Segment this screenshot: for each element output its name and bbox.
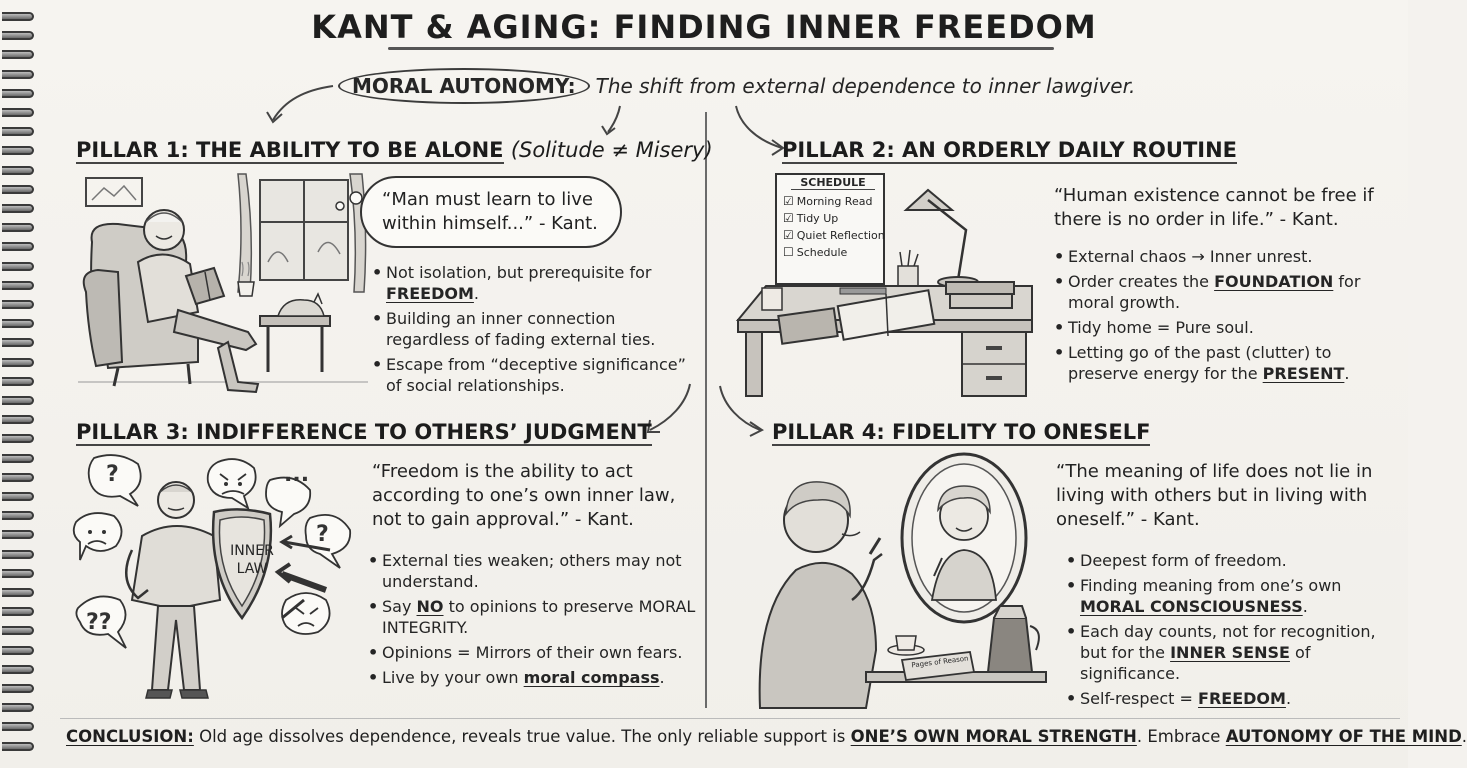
pillar1-heading: PILLAR 1: THE ABILITY TO BE ALONE — [76, 138, 504, 162]
pillar4-title — [772, 420, 1150, 444]
spiral-ring — [2, 338, 34, 347]
spiral-ring — [2, 684, 34, 693]
bullet-text-end: . — [659, 668, 665, 687]
pillar3-bullets — [368, 550, 698, 692]
bullet-text: External ties weaken; others may not understand. — [382, 551, 682, 591]
pillar3-bullet — [368, 667, 698, 688]
thought-bubble-dots — [326, 186, 366, 216]
bullet-text: Say — [382, 597, 417, 616]
spiral-ring — [2, 300, 34, 309]
bullet-text: Building an inner connection regardless of fading external ties. — [386, 309, 656, 349]
bullet-keyword: FOUNDATION — [1214, 272, 1334, 291]
spiral-ring — [2, 108, 34, 117]
pillar4-heading: PILLAR 4: FIDELITY TO ONESELF — [772, 420, 1151, 444]
spiral-ring — [2, 454, 34, 463]
spiral-ring — [2, 204, 34, 213]
pillar4-quote: “The meaning of life does not lie in living with others but in living with oneself.” - Kant. — [1056, 461, 1373, 530]
spiral-ring — [2, 492, 34, 501]
conclusion-keyword-2: AUTONOMY OF THE MIND — [1225, 727, 1462, 746]
bullet-keyword: MORAL CONSCIOUSNESS — [1080, 597, 1303, 616]
pillar1-bullet — [372, 262, 694, 304]
speech-bubble-text: ?? — [86, 610, 112, 635]
unchecked-box-icon: ☐ — [783, 245, 794, 259]
pillar1-bullets — [372, 262, 694, 400]
shield-text-1: INNER — [230, 543, 274, 559]
pillar2-heading: PILLAR 2: AN ORDERLY DAILY ROUTINE — [782, 138, 1238, 162]
schedule-list — [783, 193, 883, 261]
book-cover-text: Pages of Reason — [911, 654, 969, 670]
spiral-ring — [2, 185, 34, 194]
spiral-ring — [2, 415, 34, 424]
spiral-ring — [2, 626, 34, 635]
spiral-ring — [2, 607, 34, 616]
conclusion-text-1: Old age dissolves dependence, reveals true value. The only reliable support is — [199, 727, 851, 746]
bullet-keyword: FREEDOM — [386, 284, 474, 303]
bullet-text: External chaos → Inner unrest. — [1068, 247, 1313, 266]
checked-box-icon: ☑ — [783, 211, 794, 225]
spiral-ring — [2, 742, 34, 751]
schedule-board — [783, 176, 883, 261]
arrow-to-pillar1-right — [590, 102, 640, 142]
bullet-text: Finding meaning from one’s own — [1080, 576, 1342, 595]
bullet-keyword: NO — [416, 597, 444, 616]
pillar1-bullet — [372, 308, 694, 350]
bullet-keyword: FREEDOM — [1198, 689, 1286, 708]
pillar3-heading: PILLAR 3: INDIFFERENCE TO OTHERS’ JUDGMENT — [76, 420, 652, 444]
schedule-item — [783, 210, 883, 227]
conclusion-label: CONCLUSION: — [66, 727, 194, 746]
pillar4-bullet — [1066, 550, 1400, 571]
elderly-man-reading-illustration — [78, 172, 368, 402]
bullet-text-end: . — [1302, 597, 1308, 616]
pillar3-title — [76, 420, 652, 444]
spiral-ring — [2, 70, 34, 79]
spiral-ring — [2, 127, 34, 136]
speech-bubble-text: ? — [316, 522, 329, 547]
arrow-to-pillar1 — [255, 80, 365, 130]
pillar2-bullet — [1054, 317, 1394, 338]
spiral-ring — [2, 473, 34, 482]
schedule-item — [783, 193, 883, 210]
subtitle-text: The shift from external dependence to inner lawgiver. — [595, 74, 1136, 98]
title-underline — [388, 47, 1054, 50]
spiral-ring — [2, 703, 34, 712]
speech-bubble-text: ... — [284, 462, 310, 487]
schedule-item — [783, 227, 883, 244]
spiral-ring — [2, 646, 34, 655]
subtitle-label: MORAL AUTONOMY: — [338, 68, 590, 104]
pillar2-bullets — [1054, 246, 1394, 388]
spiral-ring — [2, 281, 34, 290]
bullet-text: Tidy home = Pure soul. — [1068, 318, 1254, 337]
spiral-ring — [2, 319, 34, 328]
spiral-ring — [2, 262, 34, 271]
bullet-text: Live by your own — [382, 668, 524, 687]
spiral-ring — [2, 377, 34, 386]
schedule-item-label: Morning Read — [796, 195, 873, 208]
spiral-ring — [2, 89, 34, 98]
pillar4-bullet — [1066, 621, 1400, 684]
bullet-text-end: for moral growth. — [1068, 272, 1361, 312]
spiral-ring — [2, 146, 34, 155]
pillar4-bullets — [1066, 550, 1400, 713]
schedule-item-label: Tidy Up — [796, 212, 839, 225]
page-title: KANT & AGING: FINDING INNER FREEDOM — [311, 8, 1097, 46]
bullet-text: Deepest form of freedom. — [1080, 551, 1287, 570]
spiral-ring — [2, 358, 34, 367]
pillar4-bullet — [1066, 575, 1400, 617]
bullet-text: Letting go of the past (clutter) to preserve energy for the — [1068, 343, 1332, 383]
spiral-ring — [2, 569, 34, 578]
woman-mirror-illustration — [756, 450, 1046, 708]
schedule-item-label: Schedule — [796, 246, 848, 259]
shield-label — [212, 542, 292, 578]
subtitle — [338, 66, 1135, 106]
conclusion — [66, 727, 1467, 746]
bullet-text: Each day counts, not for recognition, but for the — [1080, 622, 1376, 662]
spiral-ring — [2, 166, 34, 175]
spiral-ring — [2, 530, 34, 539]
schedule-item — [783, 244, 883, 261]
bullet-keyword: moral compass — [523, 668, 660, 687]
pillar2-bullet — [1054, 246, 1394, 267]
speech-bubble-text: ? — [106, 462, 119, 487]
pillar2-bullet — [1054, 271, 1394, 313]
pillar1-title — [76, 138, 713, 162]
schedule-title: SCHEDULE — [791, 176, 875, 190]
bullet-text: Self-respect = — [1080, 689, 1199, 708]
pillar3-bullet — [368, 642, 698, 663]
pillar2-bullet — [1054, 342, 1394, 384]
conclusion-text-2: . Embrace — [1136, 727, 1226, 746]
schedule-item-label: Quiet Reflection — [796, 229, 885, 242]
pillar2-title — [782, 138, 1237, 162]
bullet-keyword: PRESENT — [1262, 364, 1345, 383]
bullet-text-end: to opinions to preserve MORAL INTEGRITY. — [382, 597, 696, 637]
spiral-ring — [2, 665, 34, 674]
conclusion-text-3: . — [1461, 727, 1467, 746]
spiral-ring — [2, 242, 34, 251]
pillar2-quote: “Human existence cannot be free if there is no order in life.” - Kant. — [1054, 185, 1374, 230]
bullet-text: Not isolation, but prerequisite for — [386, 263, 652, 282]
bullet-text: Opinions = Mirrors of their own fears. — [382, 643, 683, 662]
pillar4-bullet — [1066, 688, 1400, 709]
bullet-text-end: . — [1344, 364, 1350, 383]
checked-box-icon: ☑ — [783, 228, 794, 242]
pillar1-paren: (Solitude ≠ Misery) — [510, 138, 713, 162]
spiral-ring — [2, 396, 34, 405]
conclusion-keyword-1: ONE’S OWN MORAL STRENGTH — [850, 727, 1137, 746]
spiral-ring — [2, 434, 34, 443]
bullet-text: Escape from “deceptive significance” of social relationships. — [386, 355, 686, 395]
orderly-desk-illustration — [736, 170, 1036, 402]
pillar1-bullet — [372, 354, 694, 396]
pillar3-bullet — [368, 596, 698, 638]
pillar1-quote: “Man must learn to live within himself...” - Kant. — [382, 189, 598, 234]
bullet-text-end: of significance. — [1080, 643, 1311, 683]
spiral-ring — [2, 588, 34, 597]
spiral-ring — [2, 511, 34, 520]
checked-box-icon: ☑ — [783, 194, 794, 208]
bullet-text-end: . — [1285, 689, 1292, 708]
bullet-text: Order creates the — [1068, 272, 1215, 291]
shield-man-illustration — [70, 450, 360, 710]
vertical-divider — [705, 112, 707, 708]
spiral-binding — [0, 0, 40, 768]
spiral-ring — [2, 722, 34, 731]
spiral-ring — [2, 50, 34, 59]
pillar3-quote: “Freedom is the ability to act according to one’s own inner law, not to gain approval.” - Kant. — [372, 461, 676, 530]
spiral-ring — [2, 223, 34, 232]
shield-text-2: LAW — [236, 561, 268, 577]
bullet-keyword: INNER SENSE — [1170, 643, 1290, 662]
pillar3-bullet — [368, 550, 698, 592]
conclusion-divider — [60, 718, 1400, 719]
bullet-text-end: . — [473, 284, 480, 303]
spiral-ring — [2, 550, 34, 559]
